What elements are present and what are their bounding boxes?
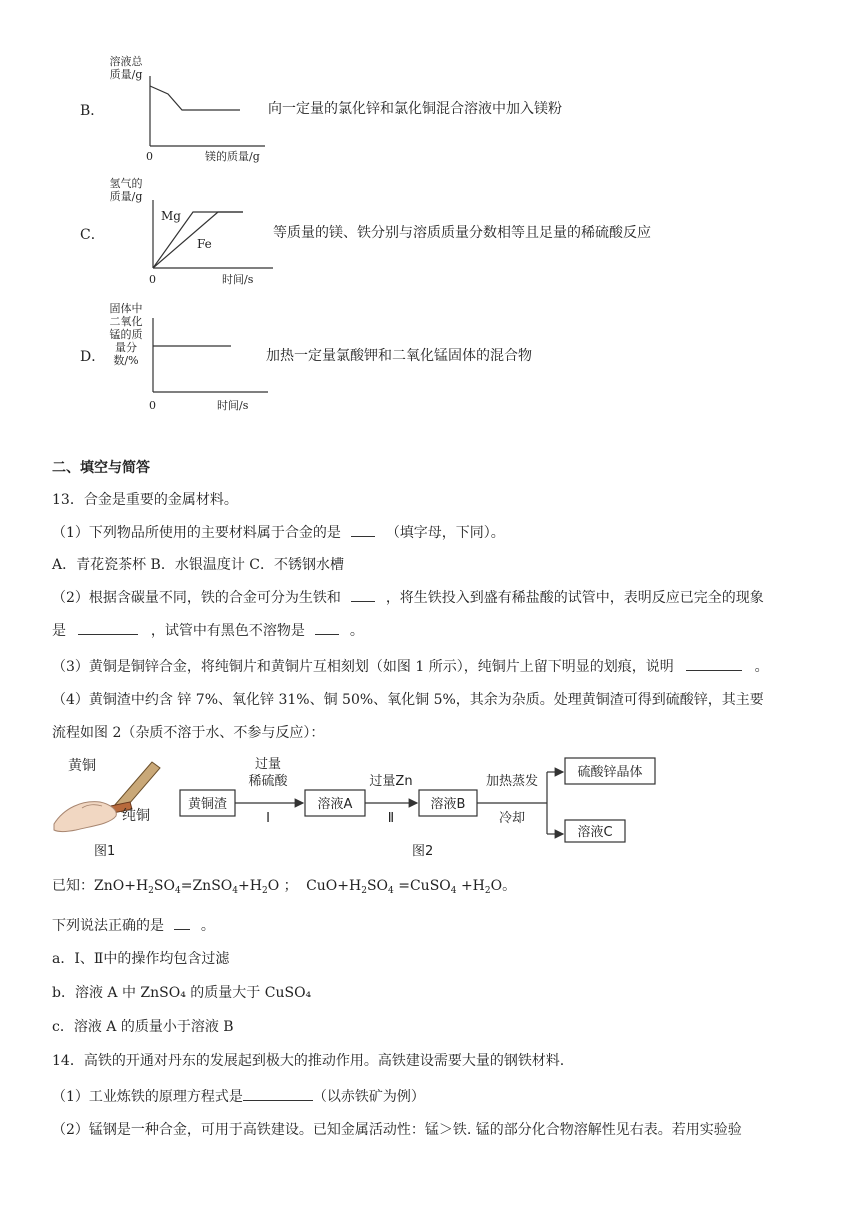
option-b-letter: B． (80, 103, 105, 119)
option-d-description: 加热一定量氯酸钾和二氧化锰固体的混合物 (266, 348, 532, 364)
q13-correct-statement: 下列说法正确的是 。 (52, 915, 215, 936)
figure2-caption: 图2 (412, 844, 434, 859)
q13-part4-line2: 流程如图 2（杂质不溶于水、不参与反应）： (52, 725, 325, 741)
q13-part2-blank1[interactable] (351, 587, 375, 602)
q13-intro: 13．合金是重要的金属材料。 (52, 492, 238, 508)
q13-correct-blank[interactable] (174, 915, 190, 930)
flow-step1-mid: 稀硫酸 (248, 774, 288, 789)
q14-intro: 14．高铁的开通对丹东的发展起到极大的推动作用。高铁建设需要大量的钢铁材料. (52, 1053, 565, 1069)
option-b-description: 向一定量的氯化锌和氯化铜混合溶液中加入镁粉 (268, 101, 562, 117)
option-d-ylabel: 固体中 二氧化 锰的质 量分 数/% (109, 302, 143, 367)
flow-step3-bottom: 冷却 (498, 811, 526, 826)
q14-part1-blank[interactable] (243, 1086, 313, 1101)
flow-box3-text: 溶液B (430, 797, 466, 812)
option-c-origin: 0 (149, 273, 156, 286)
q13-option-c: c．溶液 A 的质量小于溶液 B (52, 1019, 234, 1035)
option-c-mg-label: Mg (161, 209, 181, 223)
q13-part2-line2: 是 ，试管中有黑色不溶物是 。 (52, 620, 364, 641)
flow-step3-top: 加热蒸发 (485, 774, 539, 789)
q13-part2-blank2[interactable] (78, 620, 138, 635)
option-b-curve (150, 86, 240, 110)
figure1-caption: 图1 (94, 844, 116, 859)
option-d-graph (143, 318, 273, 396)
option-b-xlabel: 镁的质量/g (205, 150, 260, 163)
option-d-xlabel: 时间/s (217, 399, 249, 412)
option-b-origin: 0 (146, 150, 153, 163)
q13-part2-line1: （2）根据含碳量不同，铁的合金可分为生铁和 ，将生铁投入到盛有稀盐酸的试管中，表明反应已完全的现象 (52, 587, 764, 608)
q14-part1: （1）工业炼铁的原理方程式是 （以赤铁矿为例） (52, 1086, 425, 1107)
q13-option-a: a．Ⅰ、Ⅱ中的操作均包含过滤 (52, 951, 230, 967)
option-d-origin: 0 (149, 399, 156, 412)
flow-out2-text: 溶液C (577, 825, 613, 840)
q13-known-equations: 已知：$ZnO+H_2SO_4=ZnSO_4+H_2O$ ； $CuO+H_2SO_4$ =CuSO$_4$ $+H_2O$。 (52, 878, 517, 896)
q13-option-b: b．溶液 A 中 ZnSO₄ 的质量大于 CuSO₄ (52, 985, 312, 1001)
flow-step2-top: 过量Zn (369, 774, 413, 789)
equation-cuo: $CuO+H_2SO_4$ =CuSO$_4$ $+H_2O$。 (306, 878, 517, 896)
figure1-label-copper: 纯铜 (122, 808, 150, 824)
figure1-label-brass: 黄铜 (68, 758, 96, 774)
equation-zno: $ZnO+H_2SO_4=ZnSO_4+H_2O$ ； (94, 878, 298, 896)
option-c-letter: C． (80, 227, 105, 243)
flow-step2-num: Ⅱ (387, 811, 395, 826)
flow-step1-num: Ⅰ (266, 811, 270, 826)
q13-part1: （1）下列物品所使用的主要材料属于合金的是 （填字母，下同）。 (52, 522, 505, 543)
flow-out1-text: 硫酸锌晶体 (577, 765, 643, 780)
q13-part1-blank[interactable] (351, 522, 375, 537)
q13-part2-blank3[interactable] (315, 620, 339, 635)
option-b-graph (140, 76, 270, 151)
q13-part4-line1: （4）黄铜渣中约含 锌 7%、氧化锌 31%、铜 50%、氧化铜 5%，其余为杂质。处理黄铜渣可得到硫酸锌，其主要 (52, 692, 764, 708)
section-title: 二、填空与简答 (52, 460, 150, 476)
figure2-flowchart (175, 752, 675, 844)
flow-box1-text: 黄铜渣 (187, 797, 228, 812)
flow-box2-text: 溶液A (317, 797, 353, 812)
q13-part3: （3）黄铜是铜锌合金，将纯铜片和黄铜片互相刻划（如图 1 所示），纯铜片上留下明显的划痕，说明 。 (52, 656, 769, 677)
q13-part1-options: A．青花瓷茶杯 B．水银温度计 C．不锈钢水槽 (52, 557, 345, 573)
option-b-ylabel: 溶液总 质量/g (109, 55, 143, 81)
q14-part2: （2）锰钢是一种合金，可用于高铁建设。已知金属活动性：锰＞铁. 锰的部分化合物溶解性见右表。若用实验验 (52, 1122, 742, 1138)
q13-part3-blank[interactable] (686, 656, 742, 671)
option-c-xlabel: 时间/s (222, 273, 254, 286)
flow-step1-top: 过量 (254, 757, 282, 772)
option-c-fe-label: Fe (197, 237, 212, 251)
option-c-description: 等质量的镁、铁分别与溶质质量分数相等且足量的稀硫酸反应 (273, 225, 651, 241)
option-d-letter: D． (80, 349, 106, 365)
option-c-ylabel: 氢气的 质量/g (109, 177, 143, 203)
